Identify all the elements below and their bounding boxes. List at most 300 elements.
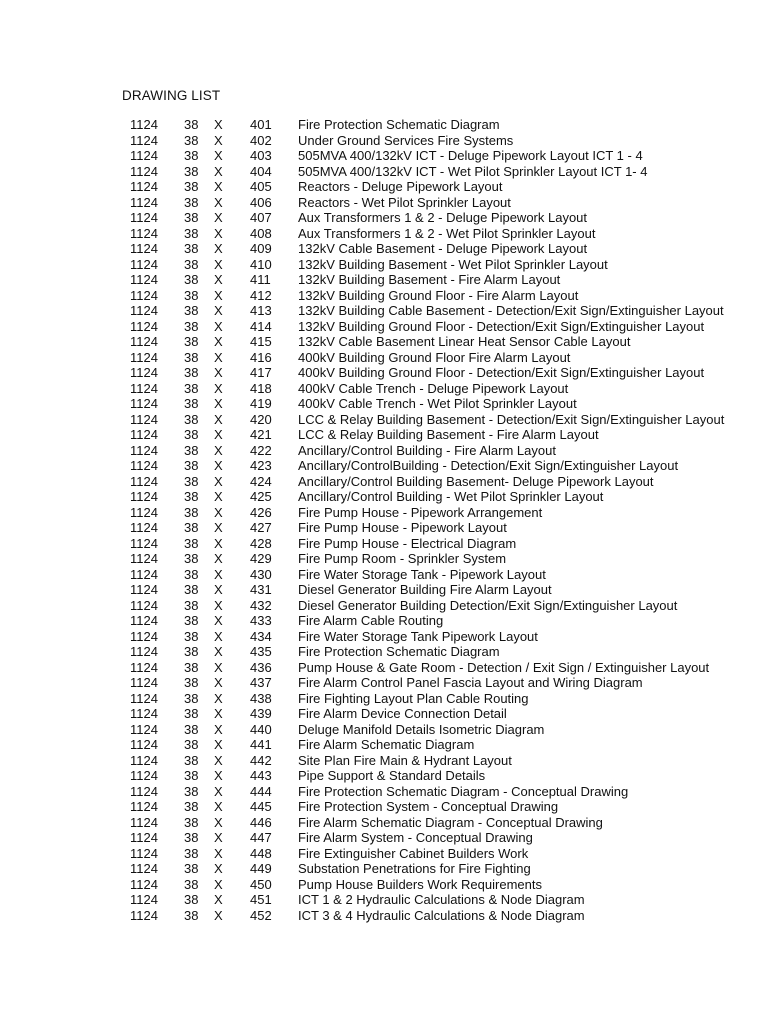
drawing-number: 425 bbox=[250, 489, 272, 504]
drawing-number: 414 bbox=[250, 318, 272, 334]
drawing-number: 410 bbox=[250, 256, 272, 272]
page-title: DRAWING LIST bbox=[122, 88, 221, 103]
revision-marker: X bbox=[214, 256, 223, 272]
revision-marker: X bbox=[214, 132, 223, 148]
drawing-title: Diesel Generator Building Fire Alarm Layout bbox=[298, 582, 552, 597]
project-number: 1124 bbox=[130, 380, 158, 396]
series-number: 38 bbox=[184, 830, 199, 845]
project-number: 1124 bbox=[130, 551, 158, 566]
drawing-number: 450 bbox=[250, 876, 272, 892]
project-number: 1124 bbox=[130, 876, 158, 892]
list-item bbox=[0, 117, 768, 133]
revision-marker: X bbox=[214, 303, 223, 318]
drawing-number: 422 bbox=[250, 442, 272, 458]
drawing-title: 132kV Building Ground Floor - Detection/Exit Sign/Extinguisher Layout bbox=[298, 318, 705, 334]
revision-marker: X bbox=[214, 520, 223, 535]
list-item bbox=[0, 877, 768, 893]
project-number: 1124 bbox=[130, 287, 158, 303]
project-number: 1124 bbox=[130, 241, 158, 256]
list-item bbox=[0, 644, 768, 660]
drawing-number: 442 bbox=[250, 752, 272, 768]
list-item bbox=[0, 365, 768, 381]
list-item bbox=[0, 722, 768, 738]
project-number: 1124 bbox=[130, 845, 158, 861]
list-item bbox=[0, 381, 768, 397]
project-number: 1124 bbox=[130, 504, 158, 520]
project-number: 1124 bbox=[130, 520, 158, 535]
revision-marker: X bbox=[214, 845, 223, 861]
drawing-number: 449 bbox=[250, 861, 272, 876]
series-number: 38 bbox=[184, 907, 199, 923]
drawing-number: 433 bbox=[250, 613, 272, 628]
series-number: 38 bbox=[184, 396, 199, 411]
drawing-number: 431 bbox=[250, 582, 272, 597]
revision-marker: X bbox=[214, 163, 223, 179]
revision-marker: X bbox=[214, 396, 223, 411]
series-number: 38 bbox=[184, 876, 199, 892]
drawing-title: Ancillary/Control Building - Fire Alarm Layout bbox=[298, 442, 556, 458]
list-item bbox=[0, 737, 768, 753]
drawing-title: Fire Pump House - Pipework Arrangement bbox=[298, 504, 543, 520]
drawing-number: 405 bbox=[250, 179, 272, 194]
series-number: 38 bbox=[184, 411, 199, 427]
revision-marker: X bbox=[214, 272, 223, 287]
series-number: 38 bbox=[184, 473, 199, 489]
drawing-number: 428 bbox=[250, 535, 272, 551]
series-number: 38 bbox=[184, 768, 199, 783]
list-item bbox=[0, 412, 768, 428]
drawing-title: Pipe Support & Standard Details bbox=[298, 768, 486, 783]
drawing-title: Reactors - Deluge Pipework Layout bbox=[298, 179, 503, 194]
revision-marker: X bbox=[214, 334, 223, 349]
project-number: 1124 bbox=[130, 644, 158, 659]
drawing-title: Fire Alarm Device Connection Detail bbox=[298, 706, 507, 721]
drawing-title: 132kV Building Cable Basement - Detection/Exit Sign/Extinguisher Layout bbox=[298, 303, 724, 318]
project-number: 1124 bbox=[130, 861, 158, 876]
revision-marker: X bbox=[214, 365, 223, 380]
list-item bbox=[0, 241, 768, 257]
list-item bbox=[0, 272, 768, 288]
series-number: 38 bbox=[184, 117, 199, 132]
drawing-title: Under Ground Services Fire Systems bbox=[298, 132, 514, 148]
project-number: 1124 bbox=[130, 194, 158, 210]
drawing-title: Site Plan Fire Main & Hydrant Layout bbox=[298, 752, 512, 768]
list-item bbox=[0, 210, 768, 226]
drawing-title: Ancillary/ControlBuilding - Detection/Exit Sign/Extinguisher Layout bbox=[298, 458, 679, 473]
series-number: 38 bbox=[184, 706, 199, 721]
drawing-title: Fire Extinguisher Cabinet Builders Work bbox=[298, 845, 529, 861]
series-number: 38 bbox=[184, 148, 199, 163]
series-number: 38 bbox=[184, 799, 199, 814]
revision-marker: X bbox=[214, 644, 223, 659]
revision-marker: X bbox=[214, 411, 223, 427]
list-item bbox=[0, 567, 768, 583]
drawing-title: Pump House Builders Work Requirements bbox=[298, 876, 542, 892]
list-item bbox=[0, 148, 768, 164]
drawing-title: 505MVA 400/132kV ICT - Deluge Pipework Layout ICT 1 - 4 bbox=[298, 148, 643, 163]
drawing-number: 417 bbox=[250, 365, 272, 380]
series-number: 38 bbox=[184, 551, 199, 566]
revision-marker: X bbox=[214, 582, 223, 597]
drawing-number: 427 bbox=[250, 520, 272, 535]
project-number: 1124 bbox=[130, 690, 158, 706]
drawing-number: 426 bbox=[250, 504, 272, 520]
series-number: 38 bbox=[184, 814, 199, 830]
series-number: 38 bbox=[184, 644, 199, 659]
revision-marker: X bbox=[214, 659, 223, 675]
project-number: 1124 bbox=[130, 814, 158, 830]
list-item bbox=[0, 505, 768, 521]
revision-marker: X bbox=[214, 117, 223, 132]
drawing-number: 434 bbox=[250, 628, 272, 644]
drawing-title: 505MVA 400/132kV ICT - Wet Pilot Sprinkler Layout ICT 1- 4 bbox=[298, 163, 648, 179]
drawing-title: Pump House & Gate Room - Detection / Exit Sign / Extinguisher Layout bbox=[298, 659, 710, 675]
drawing-title: 400kV Cable Trench - Wet Pilot Sprinkler Layout bbox=[298, 396, 577, 411]
list-item bbox=[0, 675, 768, 691]
revision-marker: X bbox=[214, 861, 223, 876]
revision-marker: X bbox=[214, 380, 223, 396]
list-item bbox=[0, 303, 768, 319]
list-item bbox=[0, 520, 768, 536]
drawing-number: 448 bbox=[250, 845, 272, 861]
revision-marker: X bbox=[214, 892, 223, 907]
drawing-number: 404 bbox=[250, 163, 272, 179]
drawing-title: Fire Pump House - Pipework Layout bbox=[298, 520, 507, 535]
revision-marker: X bbox=[214, 427, 223, 442]
revision-marker: X bbox=[214, 504, 223, 520]
project-number: 1124 bbox=[130, 706, 158, 721]
project-number: 1124 bbox=[130, 458, 158, 473]
revision-marker: X bbox=[214, 473, 223, 489]
list-item bbox=[0, 288, 768, 304]
list-item bbox=[0, 179, 768, 195]
list-item bbox=[0, 846, 768, 862]
project-number: 1124 bbox=[130, 783, 158, 799]
series-number: 38 bbox=[184, 597, 199, 613]
revision-marker: X bbox=[214, 706, 223, 721]
drawing-number: 424 bbox=[250, 473, 272, 489]
drawing-number: 440 bbox=[250, 721, 272, 737]
drawing-title: Fire Water Storage Tank - Pipework Layout bbox=[298, 566, 546, 582]
list-item bbox=[0, 489, 768, 505]
series-number: 38 bbox=[184, 613, 199, 628]
drawing-title: 400kV Building Ground Floor Fire Alarm Layout bbox=[298, 349, 571, 365]
series-number: 38 bbox=[184, 861, 199, 876]
drawing-title: LCC & Relay Building Basement - Detection/Exit Sign/Extinguisher Layout bbox=[298, 411, 725, 427]
drawing-number: 421 bbox=[250, 427, 272, 442]
series-number: 38 bbox=[184, 256, 199, 272]
drawing-number: 408 bbox=[250, 225, 272, 241]
drawing-number: 437 bbox=[250, 675, 272, 690]
drawing-title: 132kV Building Basement - Fire Alarm Layout bbox=[298, 272, 561, 287]
series-number: 38 bbox=[184, 892, 199, 907]
project-number: 1124 bbox=[130, 148, 158, 163]
drawing-title: 400kV Building Ground Floor - Detection/Exit Sign/Extinguisher Layout bbox=[298, 365, 705, 380]
drawing-number: 432 bbox=[250, 597, 272, 613]
series-number: 38 bbox=[184, 783, 199, 799]
list-item bbox=[0, 536, 768, 552]
project-number: 1124 bbox=[130, 582, 158, 597]
project-number: 1124 bbox=[130, 318, 158, 334]
series-number: 38 bbox=[184, 334, 199, 349]
drawing-title: Fire Protection System - Conceptual Drawing bbox=[298, 799, 559, 814]
drawing-title: 132kV Cable Basement Linear Heat Sensor Cable Layout bbox=[298, 334, 631, 349]
project-number: 1124 bbox=[130, 535, 158, 551]
revision-marker: X bbox=[214, 752, 223, 768]
drawing-title: Fire Pump House - Electrical Diagram bbox=[298, 535, 517, 551]
drawing-title: Fire Alarm Schematic Diagram - Conceptual Drawing bbox=[298, 814, 603, 830]
list-item bbox=[0, 195, 768, 211]
revision-marker: X bbox=[214, 613, 223, 628]
list-item bbox=[0, 629, 768, 645]
series-number: 38 bbox=[184, 287, 199, 303]
drawing-title: Fire Fighting Layout Plan Cable Routing bbox=[298, 690, 529, 706]
series-number: 38 bbox=[184, 458, 199, 473]
drawing-title: Fire Alarm Control Panel Fascia Layout and Wiring Diagram bbox=[298, 675, 643, 690]
project-number: 1124 bbox=[130, 303, 158, 318]
list-item bbox=[0, 257, 768, 273]
drawing-number: 423 bbox=[250, 458, 272, 473]
revision-marker: X bbox=[214, 194, 223, 210]
list-item bbox=[0, 861, 768, 877]
drawing-number: 438 bbox=[250, 690, 272, 706]
series-number: 38 bbox=[184, 582, 199, 597]
project-number: 1124 bbox=[130, 411, 158, 427]
revision-marker: X bbox=[214, 318, 223, 334]
drawing-number: 401 bbox=[250, 117, 272, 132]
series-number: 38 bbox=[184, 675, 199, 690]
drawing-number: 418 bbox=[250, 380, 272, 396]
revision-marker: X bbox=[214, 783, 223, 799]
project-number: 1124 bbox=[130, 179, 158, 194]
project-number: 1124 bbox=[130, 768, 158, 783]
drawing-title: Deluge Manifold Details Isometric Diagram bbox=[298, 721, 545, 737]
revision-marker: X bbox=[214, 179, 223, 194]
revision-marker: X bbox=[214, 814, 223, 830]
series-number: 38 bbox=[184, 489, 199, 504]
list-item bbox=[0, 799, 768, 815]
revision-marker: X bbox=[214, 535, 223, 551]
list-item bbox=[0, 908, 768, 924]
list-item bbox=[0, 319, 768, 335]
list-item bbox=[0, 613, 768, 629]
drawing-number: 406 bbox=[250, 194, 272, 210]
series-number: 38 bbox=[184, 520, 199, 535]
drawing-list bbox=[0, 117, 768, 923]
series-number: 38 bbox=[184, 690, 199, 706]
series-number: 38 bbox=[184, 535, 199, 551]
revision-marker: X bbox=[214, 597, 223, 613]
drawing-number: 446 bbox=[250, 814, 272, 830]
list-item bbox=[0, 350, 768, 366]
series-number: 38 bbox=[184, 427, 199, 442]
list-item bbox=[0, 458, 768, 474]
project-number: 1124 bbox=[130, 272, 158, 287]
drawing-title: Fire Protection Schematic Diagram bbox=[298, 117, 500, 132]
project-number: 1124 bbox=[130, 210, 158, 225]
drawing-number: 411 bbox=[250, 272, 271, 287]
list-item bbox=[0, 892, 768, 908]
project-number: 1124 bbox=[130, 752, 158, 768]
drawing-number: 452 bbox=[250, 907, 272, 923]
drawing-number: 429 bbox=[250, 551, 272, 566]
drawing-number: 443 bbox=[250, 768, 272, 783]
revision-marker: X bbox=[214, 907, 223, 923]
drawing-number: 413 bbox=[250, 303, 272, 318]
drawing-title: Fire Alarm Cable Routing bbox=[298, 613, 444, 628]
drawing-number: 419 bbox=[250, 396, 272, 411]
drawing-title: Fire Protection Schematic Diagram - Conceptual Drawing bbox=[298, 783, 629, 799]
revision-marker: X bbox=[214, 148, 223, 163]
revision-marker: X bbox=[214, 876, 223, 892]
project-number: 1124 bbox=[130, 256, 158, 272]
drawing-title: 400kV Cable Trench - Deluge Pipework Layout bbox=[298, 380, 569, 396]
drawing-title: ICT 3 & 4 Hydraulic Calculations & Node Diagram bbox=[298, 907, 585, 923]
series-number: 38 bbox=[184, 628, 199, 644]
list-item bbox=[0, 691, 768, 707]
project-number: 1124 bbox=[130, 396, 158, 411]
series-number: 38 bbox=[184, 504, 199, 520]
drawing-title: Aux Transformers 1 & 2 - Wet Pilot Sprinkler Layout bbox=[298, 225, 596, 241]
series-number: 38 bbox=[184, 349, 199, 365]
revision-marker: X bbox=[214, 458, 223, 473]
list-item bbox=[0, 443, 768, 459]
list-item bbox=[0, 784, 768, 800]
drawing-number: 436 bbox=[250, 659, 272, 675]
drawing-title: 132kV Cable Basement - Deluge Pipework Layout bbox=[298, 241, 588, 256]
drawing-title: Fire Protection Schematic Diagram bbox=[298, 644, 500, 659]
series-number: 38 bbox=[184, 845, 199, 861]
series-number: 38 bbox=[184, 380, 199, 396]
drawing-title: Ancillary/Control Building - Wet Pilot Sprinkler Layout bbox=[298, 489, 604, 504]
series-number: 38 bbox=[184, 752, 199, 768]
revision-marker: X bbox=[214, 628, 223, 644]
drawing-number: 409 bbox=[250, 241, 272, 256]
drawing-number: 402 bbox=[250, 132, 272, 148]
revision-marker: X bbox=[214, 566, 223, 582]
project-number: 1124 bbox=[130, 163, 158, 179]
drawing-title: Aux Transformers 1 & 2 - Deluge Pipework Layout bbox=[298, 210, 588, 225]
series-number: 38 bbox=[184, 721, 199, 737]
list-item bbox=[0, 133, 768, 149]
list-item bbox=[0, 334, 768, 350]
project-number: 1124 bbox=[130, 721, 158, 737]
drawing-number: 444 bbox=[250, 783, 272, 799]
project-number: 1124 bbox=[130, 659, 158, 675]
series-number: 38 bbox=[184, 210, 199, 225]
revision-marker: X bbox=[214, 241, 223, 256]
list-item bbox=[0, 427, 768, 443]
list-item bbox=[0, 753, 768, 769]
drawing-title: Diesel Generator Building Detection/Exit Sign/Extinguisher Layout bbox=[298, 597, 678, 613]
revision-marker: X bbox=[214, 287, 223, 303]
series-number: 38 bbox=[184, 303, 199, 318]
list-item bbox=[0, 830, 768, 846]
drawing-number: 412 bbox=[250, 287, 272, 303]
project-number: 1124 bbox=[130, 427, 158, 442]
drawing-title: Fire Water Storage Tank Pipework Layout bbox=[298, 628, 538, 644]
series-number: 38 bbox=[184, 318, 199, 334]
project-number: 1124 bbox=[130, 907, 158, 923]
drawing-title: Fire Alarm System - Conceptual Drawing bbox=[298, 830, 533, 845]
project-number: 1124 bbox=[130, 489, 158, 504]
project-number: 1124 bbox=[130, 442, 158, 458]
drawing-number: 420 bbox=[250, 411, 272, 427]
list-item bbox=[0, 474, 768, 490]
drawing-number: 407 bbox=[250, 210, 272, 225]
project-number: 1124 bbox=[130, 132, 158, 148]
series-number: 38 bbox=[184, 163, 199, 179]
project-number: 1124 bbox=[130, 675, 158, 690]
project-number: 1124 bbox=[130, 892, 158, 907]
list-item bbox=[0, 660, 768, 676]
drawing-number: 447 bbox=[250, 830, 272, 845]
project-number: 1124 bbox=[130, 473, 158, 489]
project-number: 1124 bbox=[130, 597, 158, 613]
project-number: 1124 bbox=[130, 566, 158, 582]
series-number: 38 bbox=[184, 225, 199, 241]
project-number: 1124 bbox=[130, 349, 158, 365]
project-number: 1124 bbox=[130, 628, 158, 644]
drawing-title: 132kV Building Basement - Wet Pilot Sprinkler Layout bbox=[298, 256, 608, 272]
series-number: 38 bbox=[184, 132, 199, 148]
list-item bbox=[0, 706, 768, 722]
drawing-title: Fire Pump Room - Sprinkler System bbox=[298, 551, 507, 566]
list-item bbox=[0, 396, 768, 412]
series-number: 38 bbox=[184, 737, 199, 752]
revision-marker: X bbox=[214, 442, 223, 458]
drawing-number: 439 bbox=[250, 706, 272, 721]
drawing-title: Reactors - Wet Pilot Sprinkler Layout bbox=[298, 194, 511, 210]
project-number: 1124 bbox=[130, 225, 158, 241]
drawing-number: 415 bbox=[250, 334, 272, 349]
project-number: 1124 bbox=[130, 334, 158, 349]
list-item bbox=[0, 815, 768, 831]
list-item bbox=[0, 551, 768, 567]
revision-marker: X bbox=[214, 225, 223, 241]
series-number: 38 bbox=[184, 365, 199, 380]
revision-marker: X bbox=[214, 737, 223, 752]
revision-marker: X bbox=[214, 489, 223, 504]
revision-marker: X bbox=[214, 675, 223, 690]
drawing-number: 445 bbox=[250, 799, 272, 814]
series-number: 38 bbox=[184, 659, 199, 675]
list-item bbox=[0, 768, 768, 784]
list-item bbox=[0, 582, 768, 598]
series-number: 38 bbox=[184, 194, 199, 210]
list-item bbox=[0, 164, 768, 180]
drawing-title: Fire Alarm Schematic Diagram bbox=[298, 737, 475, 752]
revision-marker: X bbox=[214, 210, 223, 225]
drawing-number: 451 bbox=[250, 892, 272, 907]
project-number: 1124 bbox=[130, 365, 158, 380]
series-number: 38 bbox=[184, 566, 199, 582]
revision-marker: X bbox=[214, 551, 223, 566]
list-item bbox=[0, 598, 768, 614]
drawing-number: 430 bbox=[250, 566, 272, 582]
revision-marker: X bbox=[214, 690, 223, 706]
project-number: 1124 bbox=[130, 799, 158, 814]
drawing-number: 441 bbox=[250, 737, 272, 752]
drawing-title: Substation Penetrations for Fire Fighting bbox=[298, 861, 531, 876]
project-number: 1124 bbox=[130, 830, 158, 845]
drawing-number: 435 bbox=[250, 644, 272, 659]
drawing-number: 403 bbox=[250, 148, 272, 163]
series-number: 38 bbox=[184, 241, 199, 256]
list-item bbox=[0, 226, 768, 242]
series-number: 38 bbox=[184, 442, 199, 458]
drawing-title: 132kV Building Ground Floor - Fire Alarm Layout bbox=[298, 287, 579, 303]
